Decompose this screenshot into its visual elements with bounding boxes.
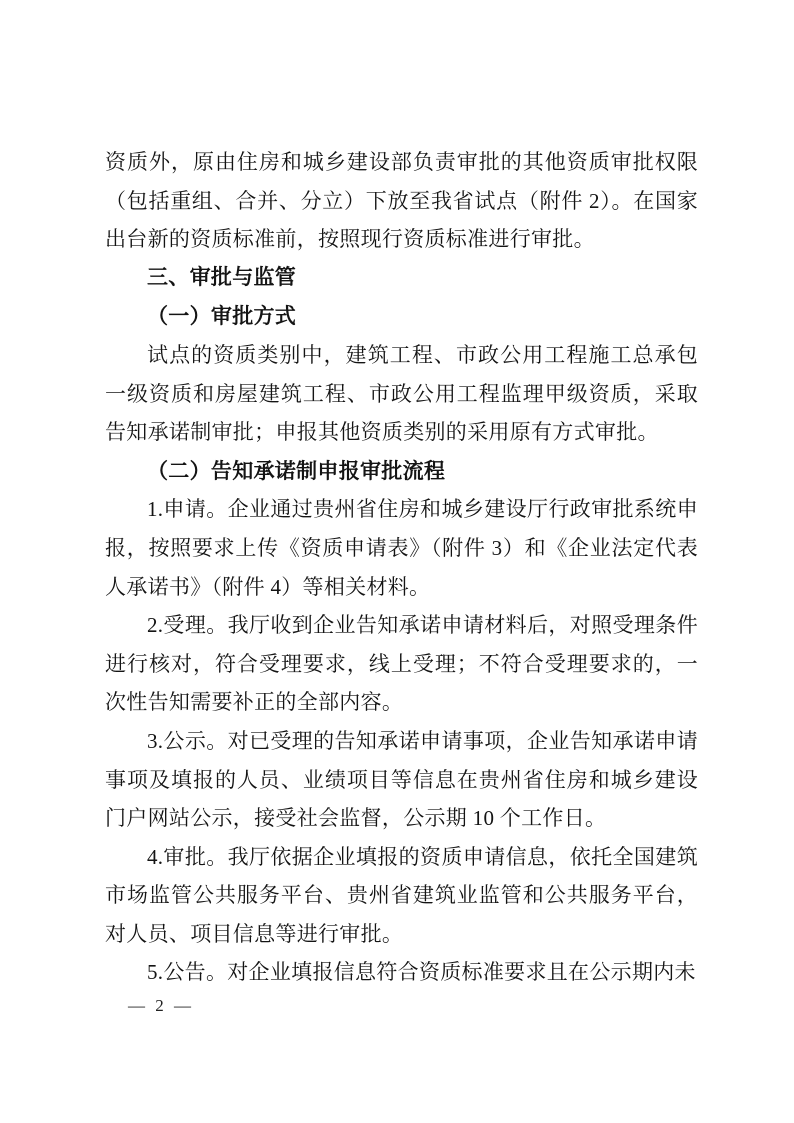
section-heading-3: 三、审批与监管 [147,265,297,289]
step-item-4-approval: 4.审批。我厅依据企业填报的资质申请信息，依托全国建筑市场监管公共服务平台、贵州省建筑业监管和公共服务平台，对人员、项目信息等进行审批。 [105,844,698,946]
paragraph-continuation: 资质外，原由住房和城乡建设部负责审批的其他资质审批权限（包括重组、合并、分立）下放至我省试点（附件 2）。在国家出台新的资质标准前，按照现行资质标准进行审批。 [105,150,698,252]
step-item-1-application: 1.申请。企业通过贵州省住房和城乡建设厅行政审批系统申报，按照要求上传《资质申请表》（附件 3）和《企业法定代表人承诺书》（附件 4）等相关材料。 [105,497,698,599]
subsection-heading-1: （一）审批方式 [147,304,297,329]
paragraph-approval-method: 试点的资质类别中，建筑工程、市政公用工程施工总承包一级资质和房屋建筑工程、市政公用工程监理甲级资质，采取告知承诺制审批；申报其他资质类别的采用原有方式审批。 [105,342,698,445]
step-item-2-acceptance: 2.受理。我厅收到企业告知承诺申请材料后，对照受理条件进行核对，符合受理要求，线上受理；不符合受理要求的，一次性告知需要补正的全部内容。 [105,613,698,715]
subsection-heading-2: （二）告知承诺制申报审批流程 [147,458,446,483]
step-item-5-announcement: 5.公告。对企业填报信息符合资质标准要求且在公示期内未 [147,960,696,985]
page-number: — 2 — [128,996,194,1015]
document-content [105,143,698,992]
step-item-3-publicity: 3.公示。对已受理的告知承诺申请事项，企业告知承诺申请事项及填报的人员、业绩项目等信息在贵州省住房和城乡建设门户网站公示，接受社会监督，公示期 10 个工作日。 [105,728,698,831]
